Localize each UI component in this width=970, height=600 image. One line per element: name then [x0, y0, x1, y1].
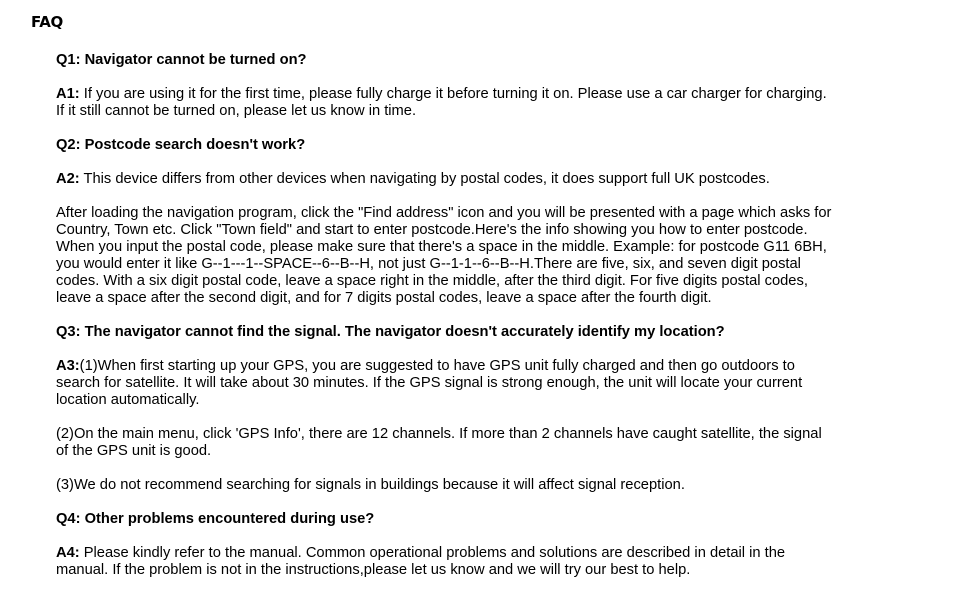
answer-4: [56, 545, 936, 579]
question-4: Q4: Other problems encountered during use?: [56, 511, 375, 527]
answer-3-point-3: (3)We do not recommend searching for signals in buildings because it will affect signal reception.: [56, 477, 685, 493]
answer-2: [56, 171, 936, 188]
answer-1-label: A1:: [56, 86, 80, 102]
answer-3: [56, 358, 936, 409]
answer-3-text: (1)When first starting up your GPS, you are suggested to have GPS unit fully charged and then go outdoors to search for satellite. It will take about 30 minutes. If the GPS signal is strong enough, the unit will locate your current location automatically.: [56, 358, 803, 408]
faq-title: FAQ: [31, 13, 63, 31]
question-2: Q2: Postcode search doesn't work?: [56, 137, 306, 153]
answer-1: [56, 86, 936, 120]
answer-3-label: A3:: [56, 358, 80, 374]
answer-4-label: A4:: [56, 545, 80, 561]
question-1: Q1: Navigator cannot be turned on?: [56, 52, 307, 68]
answer-4-text: Please kindly refer to the manual. Common operational problems and solutions are described in detail in the manual. If the problem is not in the instructions,please let us know and we will try our best to help.: [56, 545, 786, 578]
question-3: Q3: The navigator cannot find the signal. The navigator doesn't accurately identify my location?: [56, 324, 725, 340]
answer-2-paragraph: After loading the navigation program, click the "Find address" icon and you will be presented with a page which asks for Country, Town etc. Click "Town field" and start to enter postcode.Here's the info showing you how to enter postcode. When you input the postal code, please make sure that there's a space in the middle. Example: for postcode G11 6BH, you would enter it like G--1---1--SPACE--6--B--H, not just G--1-1--6--B--H.There are five, six, and seven digit postal codes. With a six digit postal code, leave a space right in the middle, after the third digit. For five digits postal codes, leave a space after the second digit, and for 7 digits postal codes, leave a space after the fourth digit.: [56, 205, 832, 306]
answer-2-label: A2:: [56, 171, 80, 187]
faq-content: [56, 52, 936, 579]
answer-3-point-2: (2)On the main menu, click 'GPS Info', there are 12 channels. If more than 2 channels have caught satellite, the signal of the GPS unit is good.: [56, 426, 822, 459]
answer-2-text: This device differs from other devices when navigating by postal codes, it does support full UK postcodes.: [79, 171, 770, 187]
answer-1-text: If you are using it for the first time, please fully charge it before turning it on. Please use a car charger for charging. If it still cannot be turned on, please let us know in time.: [56, 86, 827, 119]
